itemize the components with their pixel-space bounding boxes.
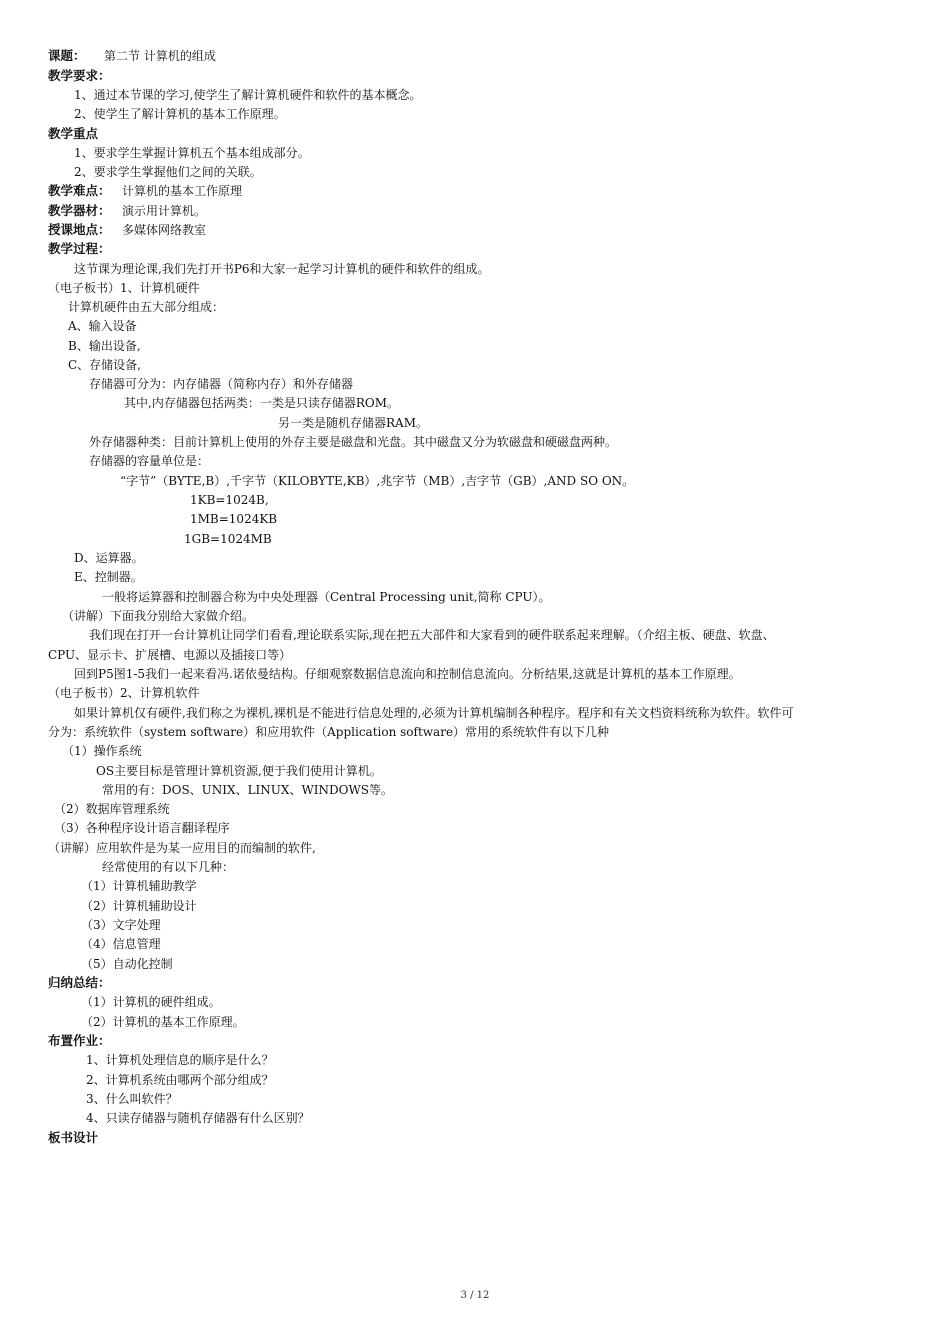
memory-unit-title: 存储器的容量单位是： [89, 454, 210, 468]
difficulty-label: 教学难点： [48, 183, 111, 198]
open-computer-line2: CPU、显示卡、扩展槽、电源以及插接口等） [48, 648, 292, 662]
requirements-label: 教学要求： [48, 68, 111, 83]
open-computer-line1: 我们现在打开一台计算机让同学们看看,理论联系实际,现在把五大部件和大家看到的硬件联系起来理解。（介绍主板、硬盘、软盘、 [89, 628, 775, 642]
requirement-item: 2、使学生了解计算机的基本工作原理。 [74, 107, 286, 121]
memory-units: “字节”（BYTE,B）,千字节（KILOBYTE,KB）,兆字节（MB）,吉字节（GB）,AND SO ON。 [120, 474, 635, 488]
language-translators: （3）各种程序设计语言翻译程序 [54, 821, 230, 835]
homework-item: 2、计算机系统由哪两个部分组成？ [86, 1073, 274, 1087]
process-label: 教学过程： [48, 241, 111, 256]
hardware-item-output: B、输出设备, [68, 339, 141, 353]
requirement-item: 1、通过本节课的学习,使学生了解计算机硬件和软件的基本概念。 [74, 88, 422, 102]
application-item: （2）计算机辅助设计 [81, 899, 197, 913]
von-neumann: 回到P5图1-5我们一起来看冯.诺依曼结构。仔细观察数据信息流向和控制信息流向。分析结果,这就是计算机的基本工作原理。 [74, 667, 741, 681]
application-item: （1）计算机辅助教学 [81, 879, 197, 893]
software-heading: （电子板书）2、计算机软件 [48, 686, 200, 700]
application-subtitle: 经常使用的有以下几种： [102, 860, 235, 874]
difficulty-value: 计算机的基本工作原理 [122, 184, 243, 198]
os-common: 常用的有：DOS、UNIX、LINUX、WINDOWS等。 [102, 783, 394, 797]
memory-types: 存储器可分为：内存储器（简称内存）和外存储器 [89, 377, 354, 391]
location-value: 多媒体网络教室 [122, 223, 207, 237]
hardware-heading: （电子板书）1、计算机硬件 [48, 281, 200, 295]
application-item: （4）信息管理 [81, 937, 161, 951]
application-item: （3）文字处理 [81, 918, 161, 932]
summary-label: 归纳总结： [48, 975, 111, 990]
focus-label: 教学重点 [48, 126, 99, 141]
cpu-definition: 一般将运算器和控制器合称为中央处理器（Central Processing unit,简称 CPU）。 [102, 590, 551, 604]
homework-label: 布置作业： [48, 1033, 111, 1048]
equipment-value: 演示用计算机。 [122, 204, 207, 218]
page-number: 3 / 12 [460, 1290, 490, 1301]
location-label: 授课地点： [48, 222, 111, 237]
hardware-item-storage: C、存储设备, [68, 358, 141, 372]
hardware-item-controller: E、控制器。 [74, 570, 143, 584]
title-value: 第二节 计算机的组成 [104, 49, 216, 63]
lecture-intro: （讲解）下面我分别给大家做介绍。 [62, 609, 255, 623]
focus-item: 1、要求学生掌握计算机五个基本组成部分。 [74, 146, 310, 160]
unit-mb: 1MB=1024KB [190, 512, 278, 526]
os-heading: （1）操作系统 [62, 744, 142, 758]
os-goal: OS主要目标是管理计算机资源,便于我们使用计算机。 [96, 764, 382, 778]
memory-internal-rom: 其中,内存储器包括两类：一类是只读存储器ROM。 [124, 396, 399, 410]
unit-gb: 1GB=1024MB [184, 532, 272, 546]
db-system: （2）数据库管理系统 [54, 802, 170, 816]
memory-external: 外存储器种类：目前计算机上使用的外存主要是磁盘和光盘。其中磁盘又分为软磁盘和硬磁盘两种。 [89, 435, 618, 449]
homework-item: 1、计算机处理信息的顺序是什么？ [86, 1053, 274, 1067]
focus-item: 2、要求学生掌握他们之间的关联。 [74, 165, 262, 179]
hardware-subtitle: 计算机硬件由五大部分组成： [68, 300, 225, 314]
software-line1: 如果计算机仅有硬件,我们称之为裸机,裸机是不能进行信息处理的,必须为计算机编制各种程序。程序和有关文档资料统称为软件。软件可 [74, 706, 794, 720]
summary-item: （1）计算机的硬件组成。 [81, 995, 221, 1009]
memory-internal-ram: 另一类是随机存储器RAM。 [278, 416, 428, 430]
application-software: （讲解）应用软件是为某一应用目的而编制的软件, [48, 841, 316, 855]
summary-item: （2）计算机的基本工作原理。 [81, 1015, 245, 1029]
process-intro: 这节课为理论课,我们先打开书P6和大家一起学习计算机的硬件和软件的组成。 [74, 262, 490, 276]
hardware-item-input: A、输入设备 [68, 319, 137, 333]
board-design-label: 板书设计 [48, 1130, 99, 1145]
homework-item: 3、什么叫软件？ [86, 1092, 178, 1106]
unit-kb: 1KB=1024B, [190, 493, 269, 507]
homework-item: 4、只读存储器与随机存储器有什么区别？ [86, 1111, 310, 1125]
application-item: （5）自动化控制 [81, 957, 173, 971]
equipment-label: 教学器材： [48, 203, 111, 218]
software-line2: 分为：系统软件（system software）和应用软件（Application software）常用的系统软件有以下几种 [48, 725, 610, 739]
hardware-item-alu: D、运算器。 [74, 551, 144, 565]
title-label: 课题： [48, 48, 86, 63]
